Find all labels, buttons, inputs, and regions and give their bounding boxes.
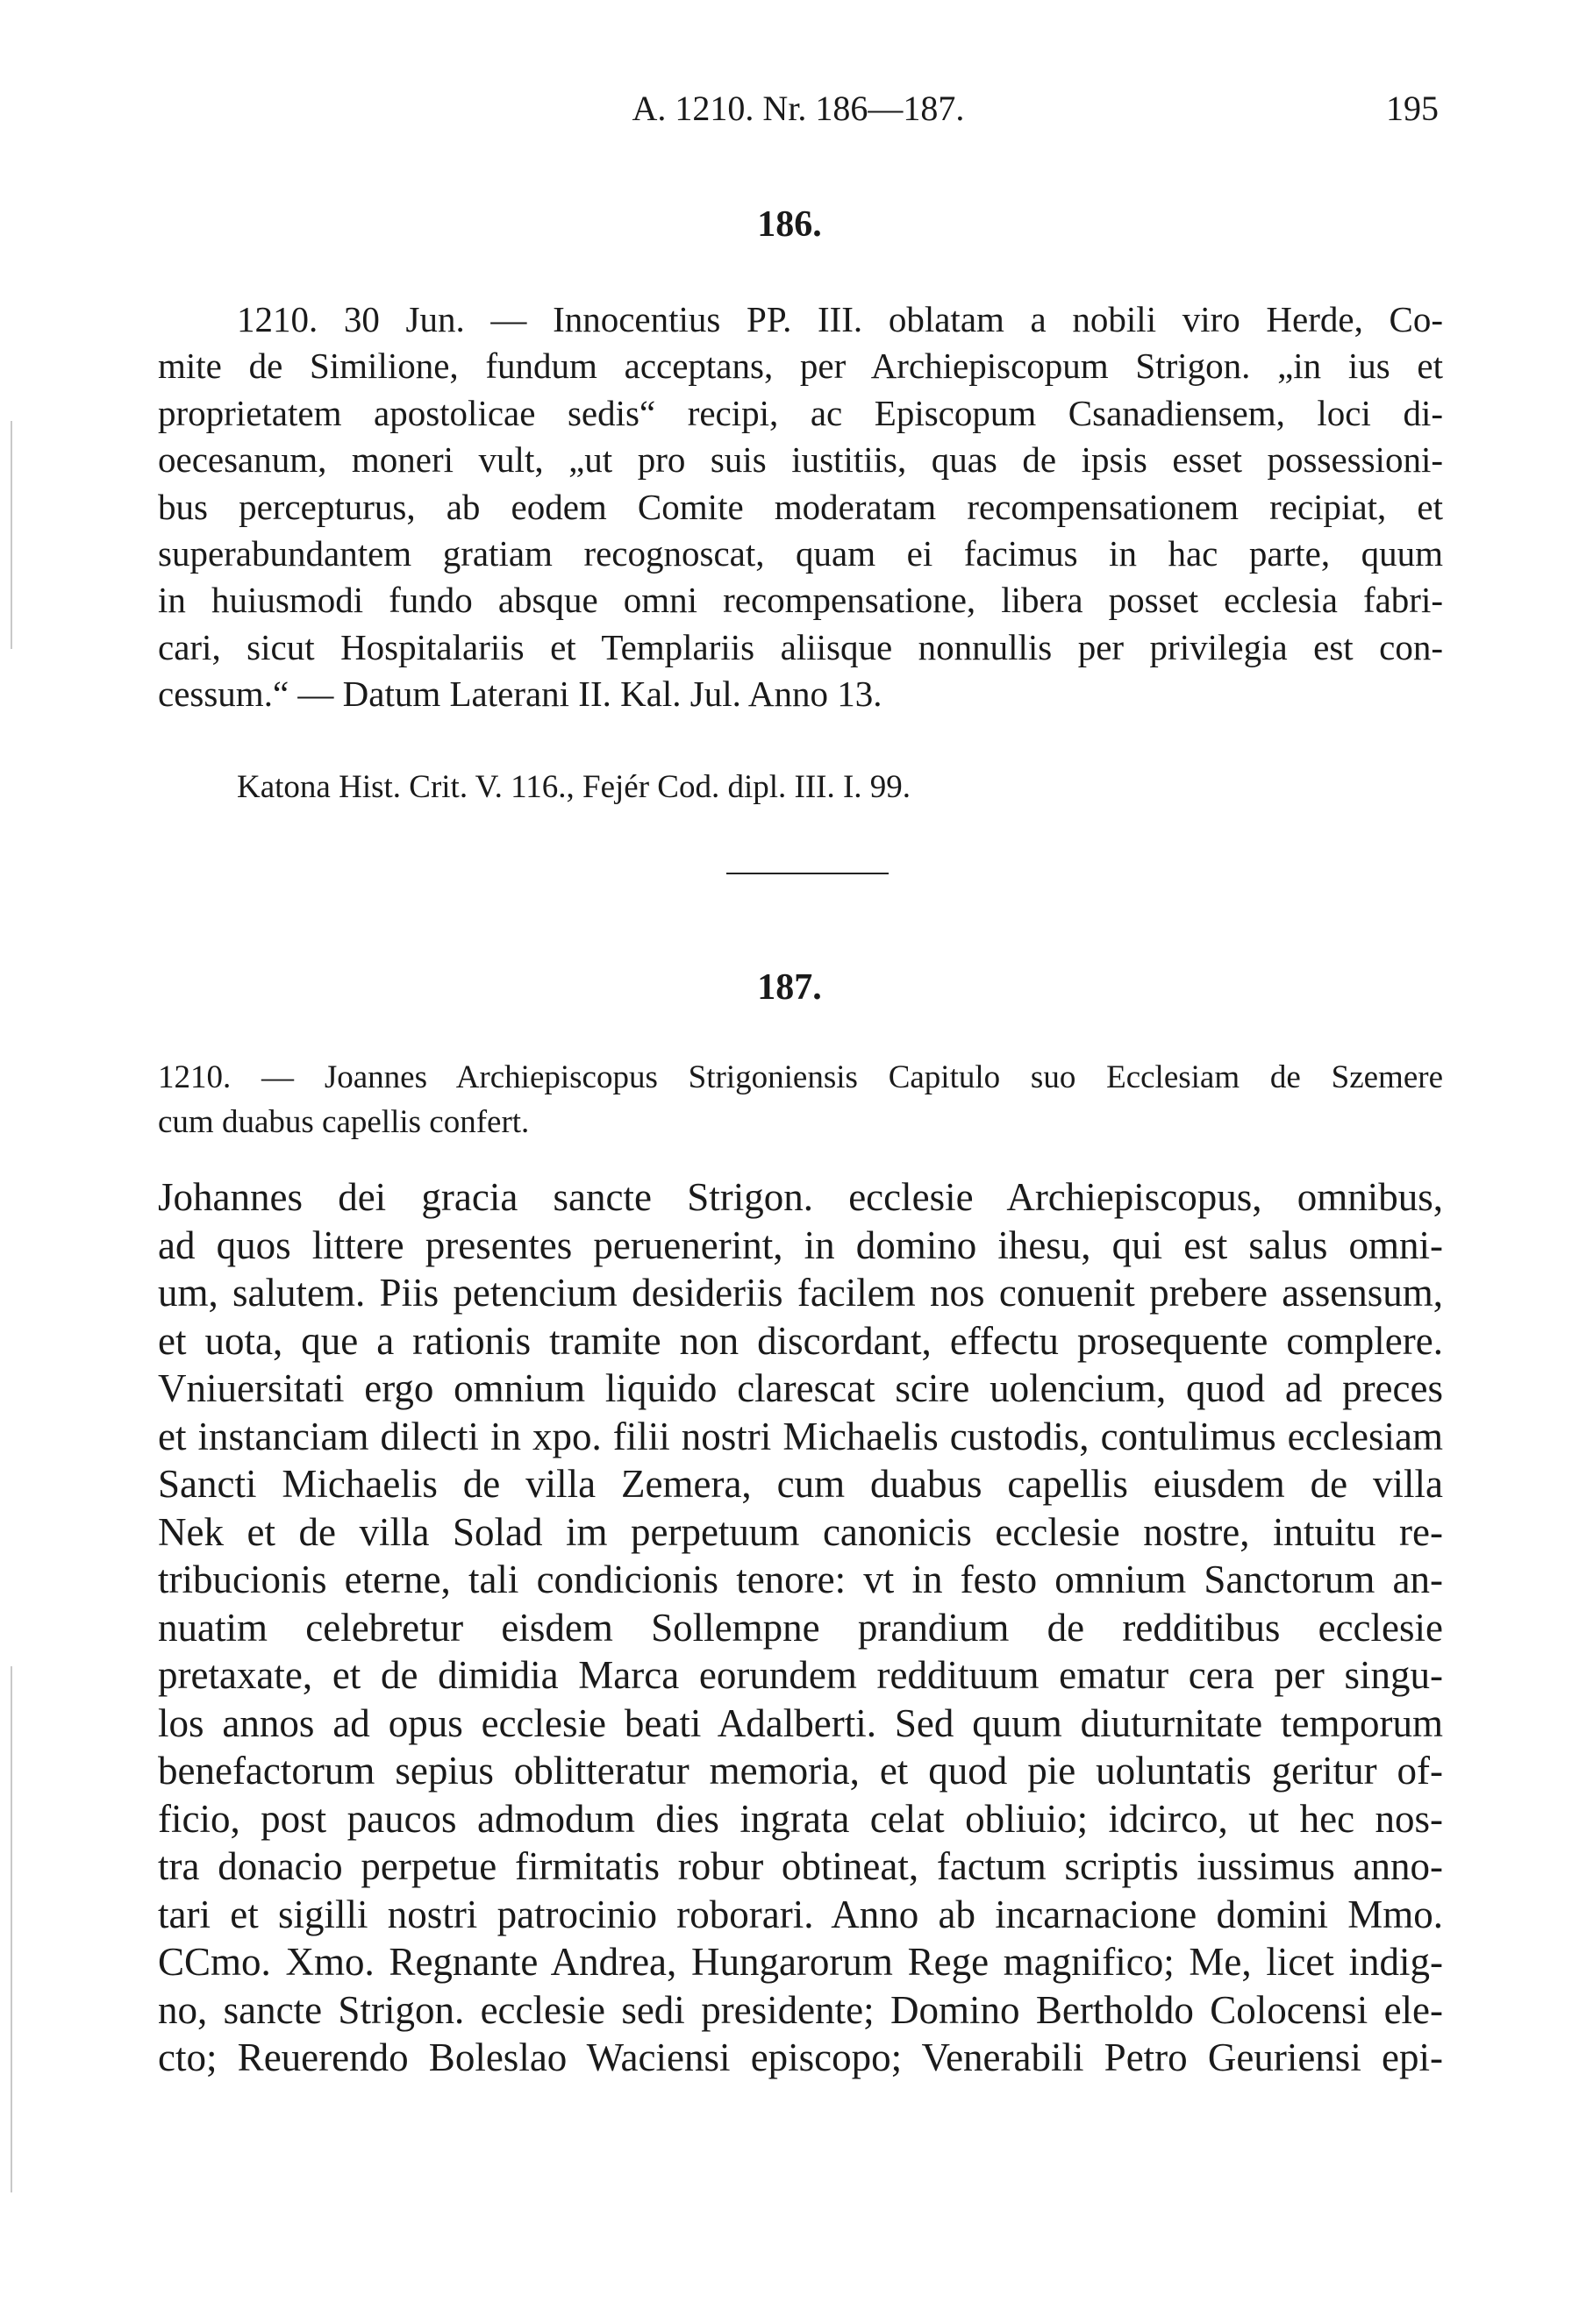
text-line: in huiusmodi fundo absque omni recompensatione, libera posset ecclesia fabri- bbox=[158, 580, 1443, 621]
text-line: Nek et de villa Solad im perpetuum canonicis ecclesie nostre, intuitu re- bbox=[158, 1509, 1443, 1554]
section-divider bbox=[726, 873, 889, 874]
text-line: cessum.“ — Datum Laterani II. Kal. Jul. Anno 13. bbox=[158, 674, 882, 715]
page-header bbox=[158, 88, 1439, 140]
text-line: tari et sigilli nostri patrocinio roborari. Anno ab incarnacione domini Mmo. bbox=[158, 1892, 1443, 1936]
text-line: Johannes dei gracia sancte Strigon. ecclesie Archiepiscopus, omnibus, bbox=[158, 1175, 1443, 1219]
text-line: et instanciam dilecti in xpo. filii nostri Michaelis custodis, contulimus ecclesiam bbox=[158, 1414, 1443, 1458]
scan-margin-mark bbox=[11, 1666, 12, 2192]
text-line: mite de Similione, fundum acceptans, per Archiepiscopum Strigon. „in ius et bbox=[158, 346, 1443, 387]
page-number: 195 bbox=[1386, 89, 1439, 128]
text-line: ad quos littere presentes peruenerint, in domino ihesu, qui est salus omni- bbox=[158, 1223, 1443, 1267]
text-line: CCmo. Xmo. Regnante Andrea, Hungarorum Rege magnifico; Me, licet indig- bbox=[158, 1940, 1443, 1984]
running-title: A. 1210. Nr. 186—187. bbox=[632, 89, 965, 128]
text-line: cto; Reuerendo Boleslao Waciensi episcopo; Venerabili Petro Geuriensi epi- bbox=[158, 2035, 1443, 2079]
scan-margin-mark bbox=[11, 421, 12, 649]
text-line: cum duabus capellis confert. bbox=[158, 1104, 530, 1140]
text-line: tra donacio perpetue firmitatis robur obtineat, factum scriptis iussimus anno- bbox=[158, 1844, 1443, 1888]
text-line: Sancti Michaelis de villa Zemera, cum duabus capellis eiusdem de villa bbox=[158, 1462, 1443, 1506]
regest-187 bbox=[158, 1055, 1443, 1144]
text-line: pretaxate, et de dimidia Marca eorundem reddituum ematur cera per singu- bbox=[158, 1653, 1443, 1697]
text-line: los annos ad opus ecclesie beati Adalberti. Sed quum diuturnitate temporum bbox=[158, 1700, 1443, 1745]
document-number-186: 186. bbox=[757, 204, 822, 245]
text-line: oecesanum, moneri vult, „ut pro suis iustitiis, quas de ipsis esset possessioni- bbox=[158, 439, 1443, 481]
text-line: superabundantem gratiam recognoscat, quam ei facimus in hac parte, quum bbox=[158, 533, 1443, 574]
text-line: no, sancte Strigon. ecclesie sedi presidente; Domino Bertholdo Colocensi ele- bbox=[158, 1987, 1443, 2032]
document-number-187: 187. bbox=[757, 967, 822, 1008]
text-line: tribucionis eterne, tali condicionis tenore: vt in festo omnium Sanctorum an- bbox=[158, 1558, 1443, 1601]
text-line: bus percepturus, ab eodem Comite moderatam recompensationem recipiat, et bbox=[158, 486, 1443, 527]
source-citation-186: Katona Hist. Crit. V. 116., Fejér Cod. dipl. III. I. 99. bbox=[237, 769, 911, 805]
text-line: um, salutem. Piis petencium desideriis facilem nos conuenit prebere assensum, bbox=[158, 1271, 1443, 1315]
regest-186 bbox=[158, 296, 1443, 718]
text-line: proprietatem apostolicae sedis“ recipi, ac Episcopum Csanadiensem, loci di- bbox=[158, 392, 1443, 433]
text-line: et uota, que a rationis tramite non discordant, effectu prosequente complere. bbox=[158, 1318, 1443, 1363]
text-line: 1210. — Joannes Archiepiscopus Strigoniensis Capitulo suo Ecclesiam de Szemere bbox=[158, 1059, 1443, 1095]
text-line: ficio, post paucos admodum dies ingrata celat obliuio; idcirco, ut hec nos- bbox=[158, 1796, 1443, 1841]
charter-text-187 bbox=[158, 1173, 1443, 2082]
text-line: nuatim celebretur eisdem Sollempne prandium de redditibus ecclesie bbox=[158, 1605, 1443, 1650]
text-line: 1210. 30 Jun. — Innocentius PP. III. oblatam a nobili viro Herde, Co- bbox=[237, 299, 1443, 339]
text-line: benefactorum sepius oblitteratur memoria, et quod pie uoluntatis geritur of- bbox=[158, 1749, 1443, 1793]
text-line: Vniuersitati ergo omnium liquido clarescat scire uolencium, quod ad preces bbox=[158, 1366, 1443, 1410]
text-line: cari, sicut Hospitalariis et Templariis aliisque nonnullis per privilegia est con- bbox=[158, 626, 1443, 667]
